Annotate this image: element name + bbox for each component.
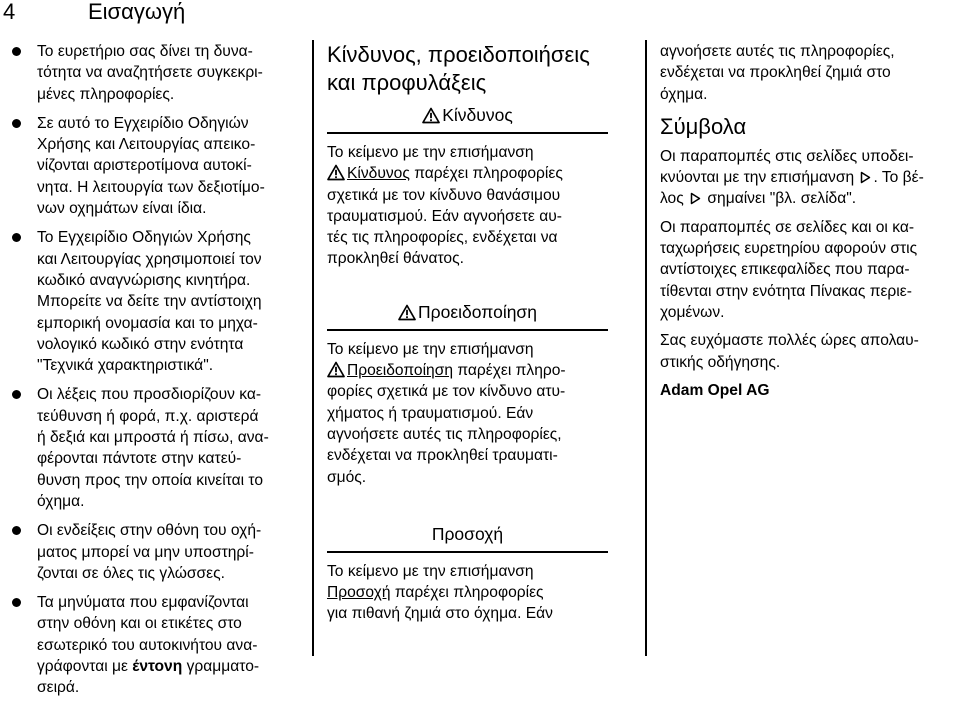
signature: Adam Opel AG [660, 381, 770, 399]
warning-triangle-icon [327, 164, 345, 181]
bullet-icon [12, 119, 21, 128]
list-item: Οι ενδείξεις στην οθόνη του οχή- ματος μπορεί να μην υποστηρί- ζονται σε όλες τις γλώσσες. [12, 520, 295, 584]
danger-heading: Κίνδυνος [327, 103, 608, 134]
list-item: Οι λέξεις που προσδιορίζουν κα- τεύθυνση ή φορά, π.χ. αριστερά ή δεξιά και μπροστά ή πίσω, ανα- φέρονται πάντοτε στην κατεύ- θυνση προς την οποία κινείται το όχημα. [12, 384, 295, 512]
intro-bullet-list [12, 41, 295, 699]
index-paragraph: Οι παραπομπές σε σελίδες και οι κα- ταχωρήσεις ευρετηρίου αφορούν στις αντίστοιχες επικεφαλίδες που παρα- τίθενται στην ενότητα Πίνακας περιε- χομένων. [660, 218, 918, 321]
list-item: Σε αυτό το Εγχειρίδιο Οδηγιών Χρήσης και Λειτουργίας απεικο- νίζονται αριστεροτίμονα αυτοκί- νητα. Η λειτουργία των δεξιοτίμο- νων οχημάτων είναι ίδια. [12, 113, 295, 219]
page-arrow-icon [690, 192, 701, 205]
caution-heading: Προσοχή [327, 522, 608, 553]
bullet-icon [12, 390, 21, 399]
list-item: Το Εγχειρίδιο Οδηγιών Χρήσης και Λειτουργίας χρησιμοποιεί τον κωδικό αναγνώρισης κινητήρα. Μπορείτε να δείτε την αντίστοιχη εμπορική ονομασία και το μηχα- νολογικό κωδικό στην ενότητα "Τεχνικά χαρακτηριστικά". [12, 227, 295, 376]
warning-text: Το κείμενο με την επισήμανση Προειδοποίηση παρέχει πληρο- φορίες σχετικά με τον κίνδυνο ατυ- χήματος ή τραυματισμού. Εάν αγνοήσετε αυτές τις πληροφορίες, ενδέχεται να προκληθεί τραυματι- σμός. [327, 340, 566, 486]
page-header [0, 0, 959, 30]
column-divider-left [312, 40, 314, 656]
page-arrow-icon [860, 171, 871, 184]
warning-triangle-icon [327, 361, 345, 378]
page-number: 4 [3, 0, 16, 24]
bold-example: έντονη [132, 658, 183, 676]
left-column [12, 41, 295, 707]
page-title: Εισαγωγή [88, 0, 186, 24]
warning-triangle-icon [422, 107, 440, 124]
symbols-paragraph: Οι παραπομπές στις σελίδες υποδει- κνύονται με την επισήμανση . Το βέ- λος σημαίνει "βλ. σελίδα". [660, 147, 924, 208]
bullet-icon [12, 233, 21, 242]
warning-triangle-icon [398, 304, 416, 321]
bullet-icon [12, 47, 21, 56]
caution-continued-text: αγνοήσετε αυτές τις πληροφορίες, ενδέχεται να προκληθεί ζημιά στο όχημα. [660, 43, 895, 103]
column-divider-right [645, 40, 647, 656]
caution-text: Το κείμενο με την επισήμανση Προσοχή παρέχει πληροφορίες για πιθανή ζημιά στο όχημα. Εάν [327, 562, 553, 623]
danger-text: Το κείμενο με την επισήμανση Κίνδυνος παρέχει πληροφορίες σχετικά με τον κίνδυνο θανάσιμου τραυματισμού. Εάν αγνοήσετε αυ- τές τις πληροφορίες, ενδέχεται να προκληθεί θάνατος. [327, 144, 563, 268]
wishes-paragraph: Σας ευχόμαστε πολλές ώρες απολαυ- στικής οδήγησης. [660, 332, 919, 371]
list-item: Το ευρετήριο σας δίνει τη δυνα- τότητα να αναζητήσετε συγκεκρι- μένες πληροφορίες. [12, 41, 295, 105]
middle-column [327, 41, 608, 625]
symbols-title: Σύμβολα [660, 113, 747, 139]
list-item: Τα μηνύματα που εμφανίζονται στην οθόνη και οι ετικέτες στο εσωτερικό του αυτοκινήτου ανα- γράφονται με έντονη γραμματο- σειρά. [12, 592, 295, 698]
bullet-icon [12, 598, 21, 607]
bullet-icon [12, 526, 21, 535]
right-column [660, 41, 952, 401]
warning-heading: Προειδοποίηση [327, 300, 608, 331]
section-title: Κίνδυνος, προειδοποιήσεις και προφυλάξεις [327, 42, 590, 95]
